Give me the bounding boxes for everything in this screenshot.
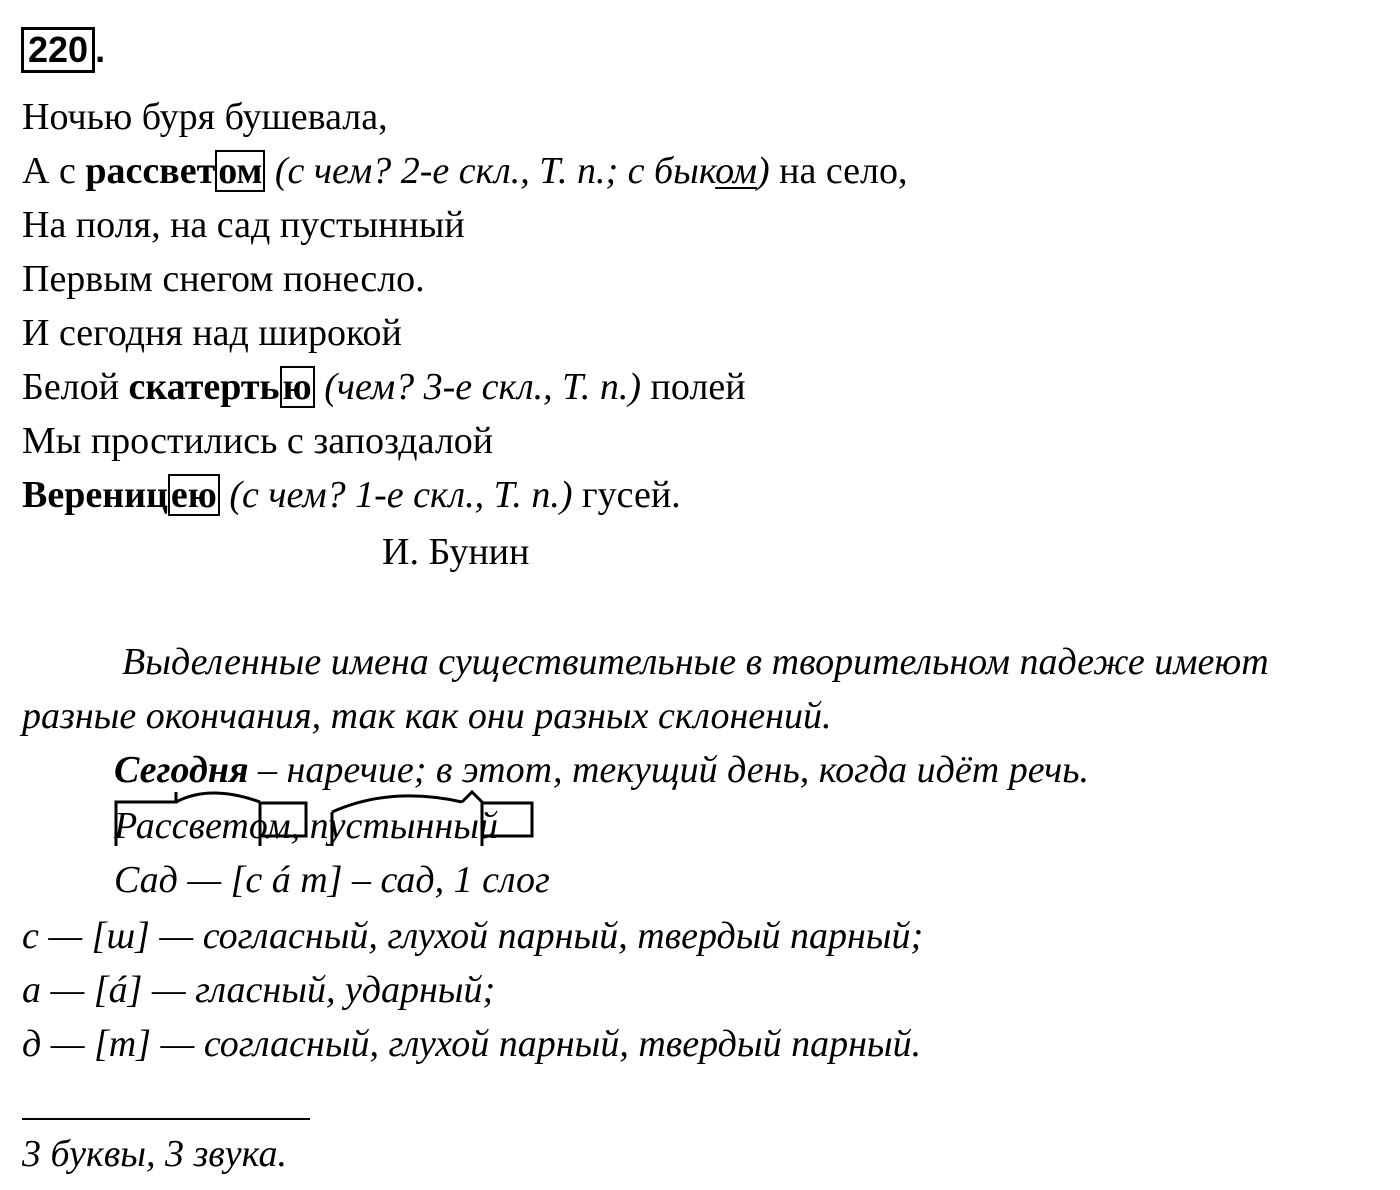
footnote: 3 буквы, 3 звука.: [22, 1133, 287, 1175]
phonetic-line-a: а — [á] — гласный, ударный;: [22, 969, 496, 1011]
poem-line-6-pre: Белой: [22, 366, 129, 408]
poem-line-4: Первым снегом понесло.: [22, 258, 425, 300]
poem-line-8-post: гусей.: [572, 474, 681, 516]
phonetic-line-d: д — [т] — согласный, глухой парный, твердый парный.: [22, 1023, 922, 1065]
case-note-text: (с чем? 2-е скл., Т. п.; с бык: [265, 150, 716, 192]
exercise-number-dot: .: [95, 29, 106, 70]
highlighted-noun-verenica: [22, 474, 220, 516]
poem-line-8: [22, 473, 681, 517]
root-arc-2: [332, 796, 462, 812]
poem-line-2-pre: А с: [22, 150, 86, 192]
poem-line-2: [22, 149, 908, 193]
case-note: (с чем? 1-е скл., Т. п.): [219, 474, 573, 516]
morpheme-marks: [110, 790, 550, 850]
ending-box: ю: [280, 366, 315, 408]
highlighted-noun-rassvet: [85, 150, 265, 192]
highlighted-noun-skatert: [129, 366, 315, 408]
adverb-note: [114, 748, 1089, 792]
noun-stem: рассвет: [85, 150, 216, 192]
noun-stem: скатерть: [128, 366, 280, 408]
phonetic-header: Сад — [с á т] – сад, 1 слог: [114, 859, 550, 901]
poem-line-2-post: на село,: [769, 150, 908, 192]
morpheme-word-1-ending: ом: [248, 805, 291, 847]
ending-box: ом: [215, 150, 265, 192]
poem-line-7: Мы простились с запоздалой: [22, 420, 494, 462]
root-arc-1: [176, 793, 260, 802]
exercise-number-box: 220: [21, 27, 95, 73]
morpheme-word-2-ending: ый: [453, 805, 498, 847]
stem-bracket-1: [116, 792, 176, 846]
case-note: (чем? 3-е скл., Т. п.): [314, 366, 642, 408]
morpheme-marks-svg: [110, 790, 550, 850]
adverb-note-text: – наречие; в этот, текущий день, когда идёт речь.: [248, 749, 1090, 791]
poem-line-6: [22, 365, 746, 409]
adverb-word: Сегодня: [114, 749, 249, 791]
explanation-line-2: разные окончания, так как они разных склонений.: [22, 695, 832, 737]
example-ending: ом: [715, 150, 757, 192]
exercise-number: [21, 27, 105, 73]
poem-line-5: И сегодня над широкой: [22, 312, 402, 354]
morpheme-comma: ,: [290, 805, 310, 847]
footnote-divider: [22, 1118, 310, 1120]
phonetic-line-s: с — [ш] — согласный, глухой парный, твердый парный;: [22, 915, 924, 957]
explanation-line-1: Выделенные имена существительные в творительном падеже имеют: [122, 641, 1269, 683]
case-note-close: ): [756, 150, 770, 192]
poem-line-1: Ночью буря бушевала,: [22, 96, 388, 138]
noun-stem: Верениц: [22, 474, 168, 516]
morpheme-word-2-stem: пустынн: [309, 805, 454, 847]
case-note: [265, 150, 769, 192]
poem-line-3: На поля, на сад пустынный: [22, 204, 465, 246]
poem-line-6-post: полей: [641, 366, 746, 408]
ending-box-2: [482, 803, 532, 836]
morpheme-word-1-stem: Рассвет: [114, 805, 249, 847]
ending-box: ею: [168, 474, 220, 516]
poem-author: И. Бунин: [382, 531, 530, 573]
ending-box-1: [260, 803, 306, 836]
suffix-cap-2: [462, 792, 482, 846]
